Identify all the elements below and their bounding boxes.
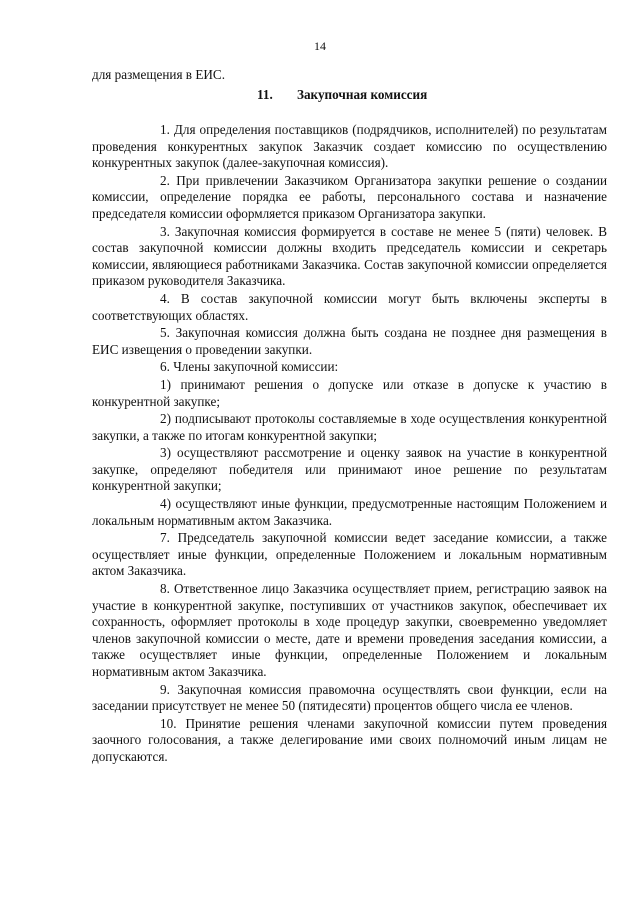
paragraph-text: Закупочная комиссия правомочна осуществлять свои функции, если на заседании присутствует не менее 50 (пятидесяти) процентов общего числа ее членов.: [92, 681, 607, 714]
paragraph-text: При привлечении Заказчиком Организатора закупки решение о создании комиссии, определение порядка ее работы, персонального состава и назначение председателя комиссии оформляется приказом Организатора закупки.: [92, 172, 607, 221]
paragraph-number: 9.: [160, 681, 170, 697]
paragraph-9: [92, 682, 607, 715]
subitem-2: [92, 411, 607, 444]
paragraph-number: 2.: [160, 172, 170, 188]
paragraph-text: Ответственное лицо Заказчика осуществляет прием, регистрацию заявок на участие в конкурентной закупке, поступивших от участников закупок, обеспечивает их сохранность, оформляет протоколы в ходе процедур закупки, своевременно уведомляет членов закупочной комиссии о месте, дате и времени проведения заседания комиссии, а также осуществляет иные функции, определенные Положением и локальным нормативным актом Заказчика.: [92, 581, 607, 679]
subitem-number: 3): [160, 445, 171, 461]
paragraph-number: 4.: [160, 290, 170, 306]
paragraph-text: Закупочная комиссия формируется в составе не менее 5 (пяти) человек. В состав закупочной комиссии должны входить председатель комиссии и секретарь комиссии, являющиеся работниками Заказчика. Состав закупочной комиссии определяется приказом руководителя Заказчика.: [92, 223, 608, 289]
paragraph-6: [92, 359, 607, 376]
paragraph-number: 3.: [160, 223, 170, 239]
paragraph-number: 10.: [160, 715, 177, 731]
paragraph-4: [92, 291, 607, 324]
subitem-number: 2): [160, 411, 171, 427]
paragraph-3: [92, 224, 607, 290]
paragraph-number: 7.: [160, 530, 170, 546]
paragraph-5: [92, 325, 607, 358]
subitem-text: осуществляют рассмотрение и оценку заявок на участие в конкурентной закупке, определяют победителя или принимают иное решение по результатам конкурентной закупки;: [92, 445, 607, 494]
page-number: 14: [314, 39, 326, 53]
paragraph-text: Для определения поставщиков (подрядчиков, исполнителей) по результатам проведения конкурентных закупок Заказчик создает комиссию по осуществлению конкурентных закупок (далее-закупочная комиссия).: [92, 122, 608, 171]
paragraph-text: Члены закупочной комиссии:: [173, 359, 339, 375]
paragraph-1: [92, 122, 607, 172]
carry-over-text: для размещения в ЕИС.: [92, 67, 226, 82]
subitem-4: [92, 496, 607, 529]
paragraph-8: [92, 581, 607, 681]
section-body: [92, 122, 607, 766]
section-heading: [257, 87, 427, 104]
subitem-number: 4): [160, 496, 171, 512]
paragraph-10: [92, 716, 607, 766]
paragraph-number: 8.: [160, 581, 170, 597]
paragraph-number: 1.: [160, 122, 170, 137]
subitem-text: осуществляют иные функции, предусмотренные настоящим Положением и локальным нормативным актом Заказчика.: [92, 496, 608, 528]
section-number: 11.: [257, 87, 273, 102]
subitem-number: 1): [160, 376, 171, 392]
paragraph-2: [92, 173, 607, 223]
subitem-1: [92, 377, 607, 410]
subitem-text: принимают решения о допуске или отказе в допуске к участию в конкурентной закупке;: [92, 376, 607, 409]
paragraph-text: Принятие решения членами закупочной комиссии путем проведения заочного голосования, а также делегирование ими своих полномочий иным лицам не допускаются.: [92, 715, 608, 764]
section-title: Закупочная комиссия: [297, 87, 428, 102]
subitem-3: [92, 445, 607, 495]
paragraph-number: 6.: [160, 359, 170, 375]
paragraph-text: Закупочная комиссия должна быть создана не позднее дня размещения в ЕИС извещения о проведении закупки.: [92, 325, 608, 357]
paragraph-text: В состав закупочной комиссии могут быть включены эксперты в соответствующих областях.: [92, 290, 607, 323]
subitem-text: подписывают протоколы составляемые в ходе осуществления конкурентной закупки, а также по итогам конкурентной закупки;: [92, 411, 607, 443]
paragraph-text: Председатель закупочной комиссии ведет заседание комиссии, а также осуществляет иные функции, определенные Положением и локальным нормативным актом Заказчика.: [92, 530, 608, 579]
paragraph-7: [92, 530, 607, 580]
paragraph-number: 5.: [160, 325, 170, 341]
